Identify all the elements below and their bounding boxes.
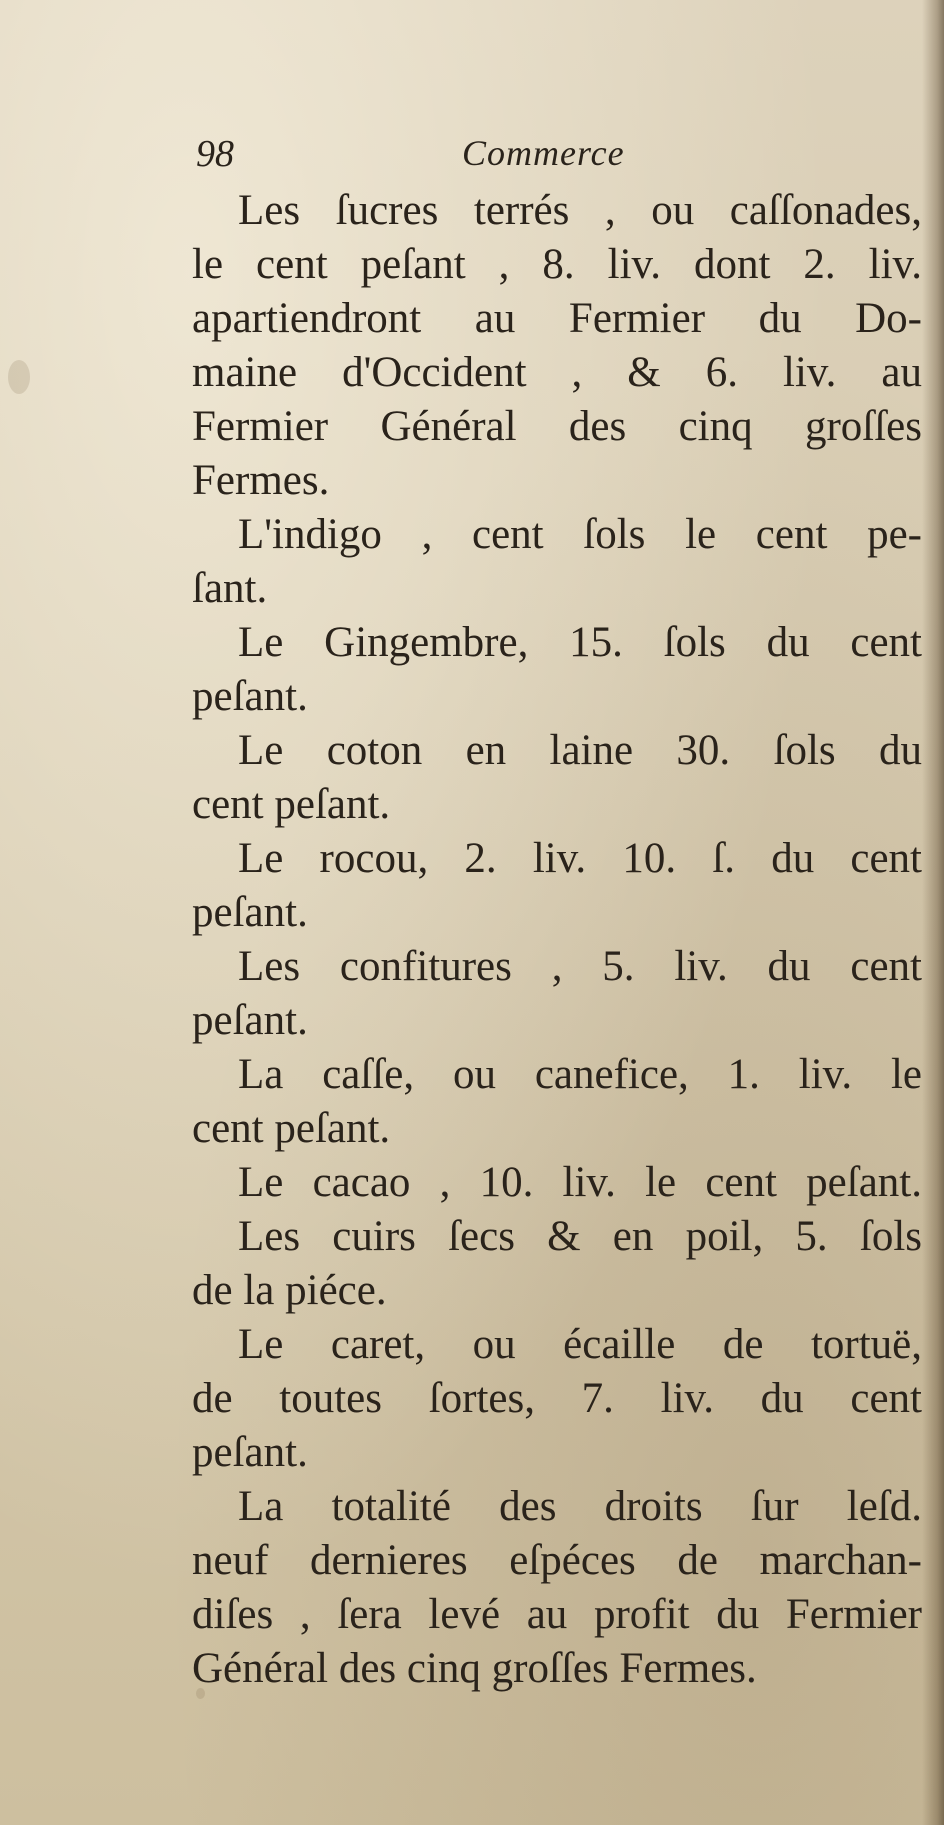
page-number: 98 bbox=[196, 133, 234, 175]
text-line: cent peſant. bbox=[192, 781, 391, 828]
text-line: de la piéce. bbox=[192, 1267, 387, 1314]
text-line: Général des cinq groſſes Fermes. bbox=[192, 1645, 757, 1692]
text-line: peſant. bbox=[192, 1429, 308, 1476]
text-line: maine d'Occident , & 6. liv. au bbox=[192, 349, 922, 396]
text-line: cent peſant. bbox=[192, 1105, 391, 1152]
text-line: ſant. bbox=[192, 565, 268, 612]
text-line: Fermier Général des cinq groſſes bbox=[192, 403, 922, 450]
text-line: Le Gingembre, 15. ſols du cent bbox=[238, 619, 922, 666]
paper-stain bbox=[8, 360, 30, 394]
page-edge-shadow bbox=[922, 0, 944, 1825]
text-line: Le cacao , 10. liv. le cent peſant. bbox=[238, 1159, 922, 1206]
text-line: Le rocou, 2. liv. 10. ſ. du cent bbox=[238, 835, 922, 882]
body-text bbox=[192, 184, 922, 1696]
text-line: La caſſe, ou canefice, 1. liv. le bbox=[238, 1051, 922, 1098]
text-line: Les ſucres terrés , ou caſſonades, bbox=[238, 187, 922, 234]
text-line: Les confitures , 5. liv. du cent bbox=[238, 943, 922, 990]
text-line: Le coton en laine 30. ſols du bbox=[238, 727, 922, 774]
text-line: La totalité des droits ſur leſd. bbox=[238, 1483, 922, 1530]
text-line: peſant. bbox=[192, 889, 308, 936]
text-line: diſes , ſera levé au profit du Fermier bbox=[192, 1591, 922, 1638]
text-line: Le caret, ou écaille de tortuë, bbox=[238, 1321, 922, 1368]
text-line: le cent peſant , 8. liv. dont 2. liv. bbox=[192, 241, 922, 288]
text-line: de toutes ſortes, 7. liv. du cent bbox=[192, 1375, 922, 1422]
running-title: Commerce bbox=[462, 133, 625, 173]
text-line: Les cuirs ſecs & en poil, 5. ſols bbox=[238, 1213, 922, 1260]
running-head bbox=[196, 132, 896, 182]
text-line: apartiendront au Fermier du Do- bbox=[192, 295, 922, 342]
text-line: peſant. bbox=[192, 673, 308, 720]
text-line: L'indigo , cent ſols le cent pe- bbox=[238, 511, 922, 558]
text-line: neuf dernieres eſpéces de marchan- bbox=[192, 1537, 922, 1584]
text-line: Fermes. bbox=[192, 457, 330, 504]
text-line: peſant. bbox=[192, 997, 308, 1044]
